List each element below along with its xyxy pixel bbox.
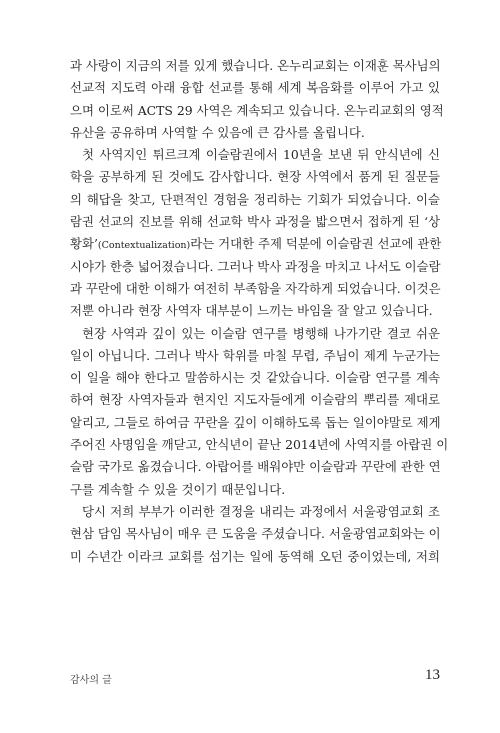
page-number: 13 [425, 667, 440, 683]
text-line: 과 사랑이 지금의 저를 있게 했습니다. 온누리교회는 이재훈 목사님의 [70, 58, 441, 73]
text-line: 저뿐 아니라 현장 사역자 대부분이 느끼는 바임을 잘 알고 있습니다. [70, 303, 433, 319]
text-line: 미 수년간 이라크 교회를 섬기는 일에 동역해 오던 중이었는데, 저희 [70, 548, 440, 564]
text-line: 학을 공부하게 된 것에도 감사합니다. 현장 사역에서 품게 된 질문들 [70, 169, 440, 185]
running-footer-section: 감사의 글 [70, 675, 112, 686]
text-line: 슬람 국가로 옮겼습니다. 아랍어를 배워야만 이슬람과 꾸란에 관한 연 [70, 459, 441, 475]
text-line: 당시 저희 부부가 이러한 결정을 내리는 과정에서 서울광염교회 조 [82, 503, 440, 519]
text-line: 알리고, 그들로 하여금 꾸란을 깊이 이해하도록 돕는 일이야말로 제게 [70, 414, 441, 430]
text-line: 람권 선교의 진보를 위해 선교학 박사 과정을 밟으면서 접하게 된 ‘상 [70, 214, 440, 230]
text-line: 으며 이로써 ACTS 29 사역은 계속되고 있습니다. 온누리교회의 영적 [70, 102, 444, 118]
line-rest: 라는 거대한 주제 덕분에 이슬람권 선교에 관한 [190, 236, 442, 252]
text-line: 현삼 담임 목사님이 매우 큰 도움을 주셨습니다. 서울광염교회와는 이 [70, 526, 441, 542]
text-line: 의 해답을 찾고, 단편적인 경험을 정리하는 기회가 되었습니다. 이슬 [70, 191, 440, 207]
text-line: 하여 현장 사역자들과 현지인 지도자들에게 이슬람의 뿌리를 제대로 [70, 392, 440, 408]
text-line: 구를 계속할 수 있을 것이기 때문입니다. [70, 481, 286, 497]
text-line: 일이 아닙니다. 그러나 박사 학위를 마칠 무렵, 주님이 제게 누군가는 [70, 347, 440, 363]
text-line: 시야가 한층 넓어졌습니다. 그러나 박사 과정을 마치고 나서도 이슬람 [70, 258, 441, 274]
text-line: 첫 사역지인 튀르크계 이슬람권에서 10년을 보낸 뒤 안식년에 신 [82, 147, 440, 163]
page-body [70, 55, 449, 568]
text-line: 주어진 사명임을 깨닫고, 안식년이 끝난 2014년에 사역지를 아랍권 이 [70, 437, 449, 453]
text-line-with-term [70, 233, 440, 255]
term-english: (Contextualization) [97, 240, 191, 252]
text-line: 과 꾸란에 대한 이해가 여전히 부족함을 자각하게 되었습니다. 이것은 [70, 280, 441, 296]
text-line: 선교적 지도력 아래 융합 선교를 통해 세계 복음화를 이루어 가고 있 [70, 80, 440, 96]
term-korean: 황화’ [70, 236, 98, 252]
text-line: 현장 사역과 깊이 있는 이슬람 연구를 병행해 나가기란 결코 쉬운 [82, 325, 440, 341]
text-line: 이 일을 해야 한다고 말씀하시는 것 같았습니다. 이슬람 연구를 계속 [70, 370, 440, 386]
text-line: 유산을 공유하며 사역할 수 있음에 큰 감사를 올립니다. [70, 124, 365, 140]
